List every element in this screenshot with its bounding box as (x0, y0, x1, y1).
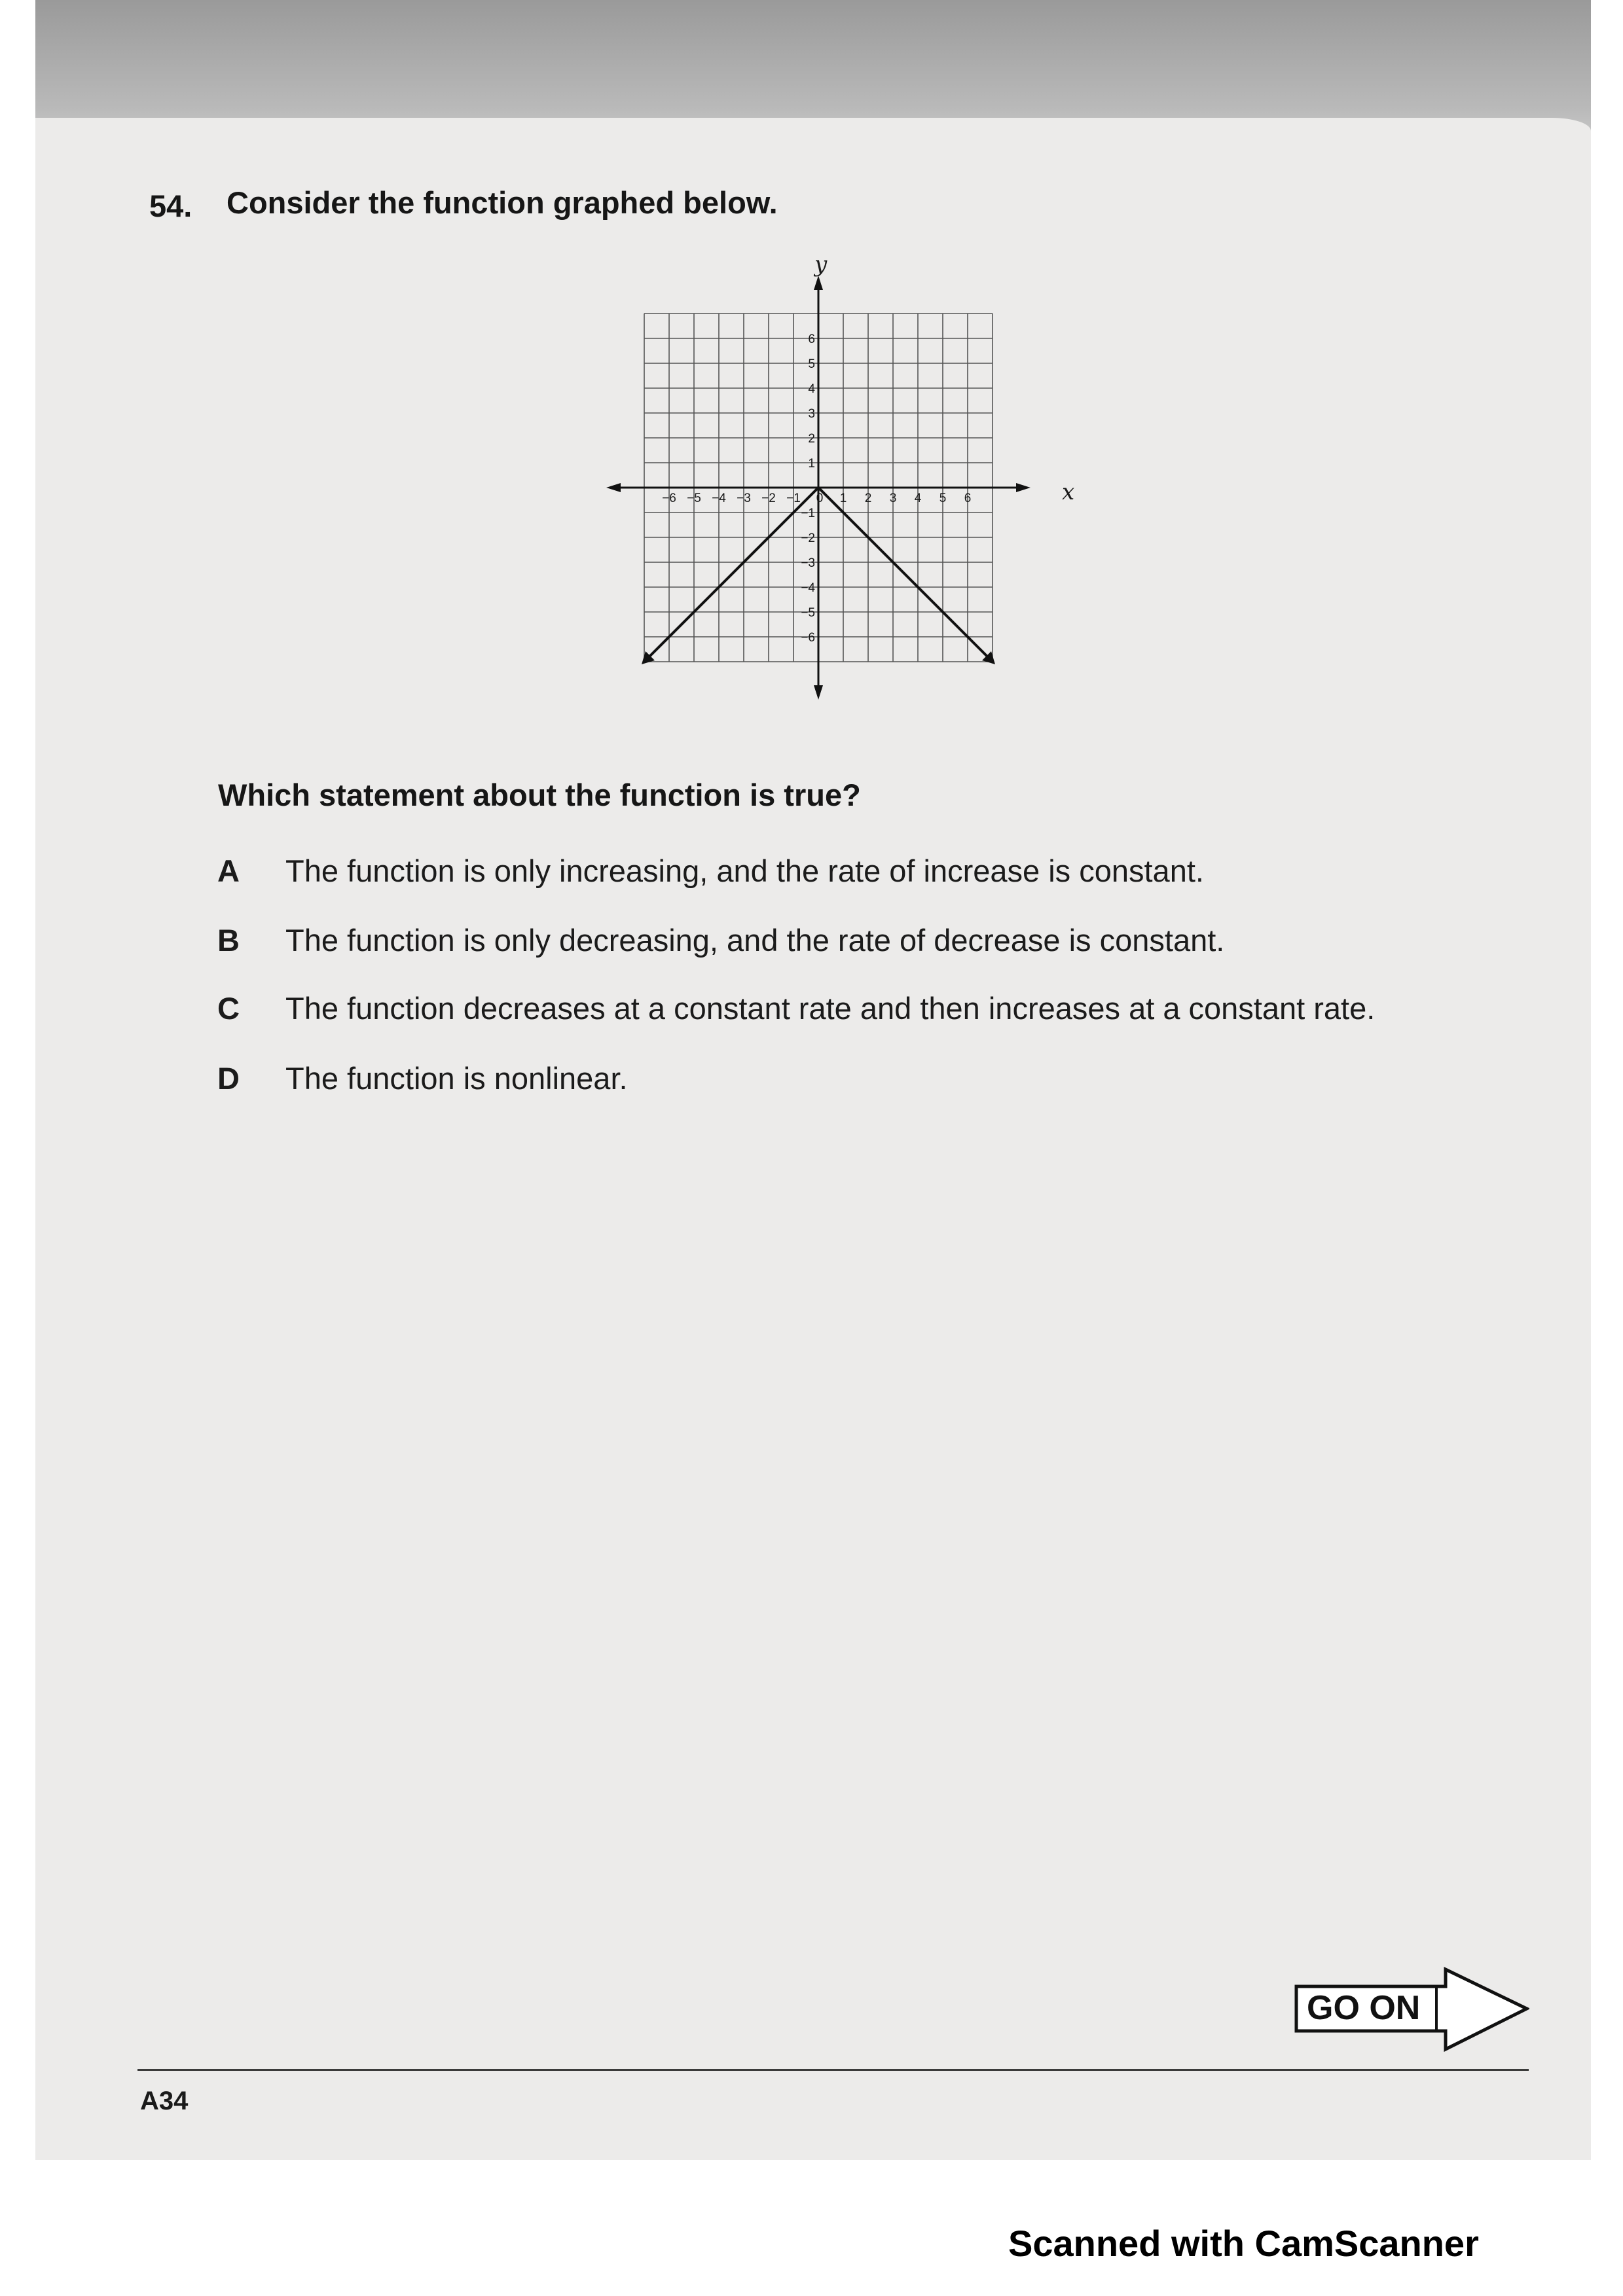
choice-letter: B (217, 923, 240, 958)
choice-letter: C (217, 991, 240, 1026)
choice-text: The function decreases at a constant rate and then increases at a constant rate. (285, 991, 1376, 1026)
question-number: 54. (149, 188, 192, 223)
y-tick-label: 2 (808, 432, 815, 446)
y-axis-down-arrow-icon (814, 685, 823, 700)
question-stem: Which statement about the function is true? (218, 778, 861, 812)
y-tick-label: 3 (808, 407, 815, 421)
y-tick-label: −1 (801, 507, 815, 520)
y-tick-label: −2 (801, 531, 815, 545)
y-tick-label: 6 (808, 332, 815, 346)
y-tick-label: 5 (808, 357, 815, 371)
x-tick-label: −5 (687, 492, 701, 505)
x-tick-label: −4 (712, 492, 726, 505)
choice-text: The function is only decreasing, and the rate of decrease is constant. (285, 923, 1225, 958)
x-tick-label: 3 (889, 492, 897, 505)
y-tick-label: −6 (801, 631, 815, 645)
coordinate-graph (589, 252, 1087, 723)
x-tick-label: 4 (914, 492, 922, 505)
x-tick-label: 1 (839, 492, 847, 505)
y-tick-label: 4 (808, 382, 815, 396)
go-on-button[interactable] (1294, 1967, 1529, 2052)
x-tick-label: −6 (662, 492, 676, 505)
footer-rule (137, 2069, 1529, 2071)
choice-letter: A (217, 853, 240, 888)
x-tick-label: 6 (964, 492, 972, 505)
x-axis-label: x (1062, 479, 1075, 505)
go-on-label: GO ON (1307, 1989, 1421, 2027)
x-axis-left-arrow-icon (606, 483, 621, 492)
y-tick-label: −3 (801, 556, 815, 570)
x-tick-label: 2 (864, 492, 872, 505)
x-tick-label: 0 (816, 492, 824, 505)
x-tick-label: −3 (737, 492, 751, 505)
y-tick-label: 1 (808, 457, 815, 471)
x-tick-label: −2 (761, 492, 776, 505)
page-id: A34 (140, 2087, 189, 2115)
camscanner-watermark: Scanned with CamScanner (1008, 2223, 1479, 2264)
choice-text: The function is nonlinear. (285, 1061, 628, 1096)
choice-text: The function is only increasing, and the rate of increase is constant. (285, 853, 1204, 888)
choice-letter: D (217, 1061, 240, 1096)
x-tick-label: 5 (939, 492, 947, 505)
y-tick-label: −4 (801, 581, 815, 595)
y-axis-label: y (814, 252, 828, 278)
question-prompt: Consider the function graphed below. (227, 185, 778, 220)
x-tick-label: −1 (786, 492, 801, 505)
y-tick-label: −5 (801, 606, 815, 620)
y-axis-up-arrow-icon (814, 276, 823, 290)
x-axis-right-arrow-icon (1016, 483, 1030, 492)
